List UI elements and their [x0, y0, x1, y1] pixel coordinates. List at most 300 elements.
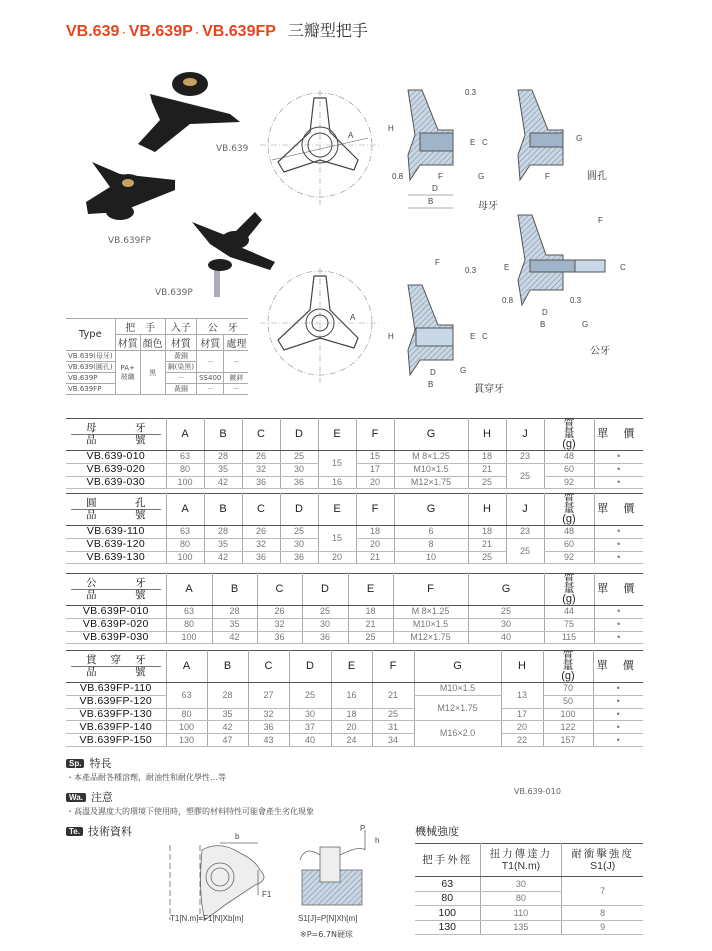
table-cell: 21	[356, 551, 394, 564]
svg-text:E: E	[504, 263, 510, 272]
table-cell: M 8×1.25	[393, 606, 468, 619]
th-handle: 把 手	[115, 319, 165, 335]
torque-formula: T1[N.m]=F1[N]Xb[m]	[170, 914, 244, 923]
table-cell: 130	[166, 734, 207, 747]
table-cell: 48	[544, 526, 594, 539]
type-cell: VB.639(圓孔)	[66, 362, 115, 373]
table-cell: 100	[166, 476, 204, 489]
table-row	[66, 551, 643, 564]
product-code: VB.639-120	[66, 538, 166, 551]
table-cell: 28	[204, 451, 242, 464]
tech-diagrams	[160, 825, 390, 930]
table-cell: •	[593, 721, 643, 734]
caution-text: ・高溫及濕度大的環境下使用時，塑膠的材料特性可能會產生劣化現象	[66, 807, 314, 816]
table-cell: •	[594, 551, 643, 564]
table-cell: M10×1.5	[393, 618, 468, 631]
h-label: h	[375, 836, 380, 845]
table-cell: •	[593, 734, 643, 747]
weight-label: 質 量	[563, 418, 583, 440]
table-cell: 63	[166, 451, 204, 464]
table-cell: •	[594, 476, 643, 489]
female-label: 母牙	[478, 201, 498, 212]
th-type: Type	[66, 319, 115, 351]
product-header	[66, 494, 166, 526]
table-cell: 23	[506, 451, 544, 464]
column-header: A	[166, 494, 204, 526]
table-cell: 32	[257, 618, 302, 631]
svg-text:0.8: 0.8	[502, 296, 514, 305]
svg-text:F: F	[438, 172, 443, 181]
table-cell: 36	[302, 631, 348, 644]
table-row	[66, 606, 643, 619]
features-text: ・本產品耐各種溶劑，耐油性和耐化學性…等	[66, 773, 226, 782]
table-cell: 63	[166, 606, 212, 619]
table-cell: 100	[543, 708, 593, 721]
table-cell: 36	[257, 631, 302, 644]
table-cell: 63	[166, 683, 207, 709]
title-zh: 三瓣型把手	[287, 23, 368, 40]
table-cell: 42	[212, 631, 257, 644]
top-view-drawing	[260, 90, 380, 210]
tech-heading	[66, 823, 132, 839]
photo-label: VB.639FP	[108, 236, 151, 246]
table-cell: 100	[166, 721, 207, 734]
table-cell: 36	[242, 476, 280, 489]
product-header	[66, 419, 166, 451]
model-name: VB.639FP	[202, 23, 276, 40]
table-cell: 20	[318, 551, 356, 564]
table-cell: 75	[544, 618, 594, 631]
table-row	[415, 920, 643, 935]
table-row	[66, 683, 643, 696]
tech-title: 技術資料	[87, 825, 132, 838]
product-code: VB.639-130	[66, 551, 166, 564]
th-treatment: 處理	[224, 335, 249, 351]
svg-text:G: G	[478, 172, 485, 181]
table-cell: 13	[501, 683, 543, 709]
svg-text:0.8: 0.8	[392, 172, 404, 181]
product-code: VB.639P-030	[66, 631, 166, 644]
th-material: 材質	[197, 335, 224, 351]
weight-header	[543, 651, 593, 683]
table-row	[66, 618, 643, 631]
table-cell: 15	[356, 451, 394, 464]
svg-text:F: F	[545, 172, 550, 181]
top-view-drawing-fp	[260, 268, 380, 388]
column-header: D	[302, 574, 348, 606]
column-header: E	[348, 574, 393, 606]
table-row	[66, 631, 643, 644]
table-cell: 23	[506, 526, 544, 539]
table-cell: 16	[318, 476, 356, 489]
product-code: 80	[415, 891, 480, 906]
table-cell: M10×1.5	[394, 463, 468, 476]
column-header: F	[356, 419, 394, 451]
table-cell: 35	[207, 708, 248, 721]
price-header: 單 價	[594, 494, 643, 526]
sp-badge: Sp.	[66, 759, 84, 768]
reference-model: VB.639-010	[514, 787, 561, 796]
table-cell: 92	[544, 476, 594, 489]
section-male	[502, 215, 626, 329]
product-code: VB.639FP-150	[66, 734, 166, 747]
svg-text:D: D	[432, 184, 438, 193]
table-cell: 25	[468, 606, 544, 619]
table-cell: 42	[207, 721, 248, 734]
svg-text:0.3: 0.3	[465, 88, 477, 97]
product-code: VB.639FP-130	[66, 708, 166, 721]
p-label: P	[360, 825, 366, 833]
table-cell: 122	[543, 721, 593, 734]
product-header	[66, 651, 166, 683]
impact-note: ※P=6.7N硬球	[300, 930, 353, 939]
table-cell: 63	[166, 526, 204, 539]
weight-label: 質 量	[562, 650, 582, 672]
svg-text:G: G	[460, 366, 467, 375]
model-name: VB.639P	[128, 23, 193, 40]
th-insert: 入子	[165, 319, 196, 335]
table-cell: 15	[318, 526, 356, 552]
table-cell: M16×2.0	[414, 721, 501, 747]
column-header: C	[242, 419, 280, 451]
svg-text:B: B	[540, 320, 546, 329]
svg-text:H: H	[388, 332, 394, 341]
column-header: G	[468, 574, 544, 606]
table-cell: 34	[372, 734, 414, 747]
spec-table-round-hole	[66, 493, 643, 564]
weight-header	[544, 419, 594, 451]
male-material: －	[197, 384, 224, 395]
table-cell: 100	[166, 631, 212, 644]
column-header: A	[166, 574, 212, 606]
column-header: H	[468, 419, 506, 451]
th-torque	[480, 844, 562, 877]
male-label: 公牙	[590, 346, 610, 357]
table-row	[66, 526, 643, 539]
section-drawings	[380, 75, 660, 395]
product-code: VB.639-110	[66, 526, 166, 539]
table-cell: 80	[166, 538, 204, 551]
price-header: 單 價	[594, 574, 643, 606]
impact-diagram	[300, 830, 365, 905]
table-cell: 42	[204, 476, 242, 489]
table-cell: 25	[372, 708, 414, 721]
table-cell: 32	[242, 538, 280, 551]
table-cell: 26	[257, 606, 302, 619]
table-cell: •	[594, 463, 643, 476]
price-header: 單 價	[593, 651, 643, 683]
header-type: 貫穿牙	[71, 655, 161, 667]
column-header: A	[166, 651, 207, 683]
insert-cell: 黃銅	[165, 384, 196, 395]
table-cell: 18	[356, 526, 394, 539]
section-through	[388, 258, 488, 389]
th-impact-label: 耐衝擊強度	[571, 848, 634, 860]
table-cell: 28	[207, 683, 248, 709]
table-cell: 7	[562, 877, 643, 906]
svg-text:D: D	[542, 308, 548, 317]
table-cell: 36	[242, 551, 280, 564]
table-row	[415, 906, 643, 921]
column-header: J	[506, 494, 544, 526]
table-cell: 18	[468, 526, 506, 539]
header-code: 品 號	[86, 666, 160, 678]
table-cell: 25	[348, 631, 393, 644]
svg-text:C: C	[482, 138, 488, 147]
table-cell: 42	[204, 551, 242, 564]
svg-text:B: B	[428, 197, 434, 206]
column-header: A	[166, 419, 204, 451]
table-cell: 35	[204, 538, 242, 551]
type-cell: VB.639(母牙)	[66, 351, 115, 362]
table-cell: M 8×1.25	[394, 451, 468, 464]
column-header: G	[394, 419, 468, 451]
table-cell: 25	[468, 551, 506, 564]
torque-diagram	[170, 843, 264, 920]
table-cell: •	[593, 683, 643, 696]
header-code: 品 號	[86, 589, 160, 601]
table-cell: 22	[501, 734, 543, 747]
product-code: VB.639FP-120	[66, 695, 166, 708]
section-female	[388, 88, 488, 208]
th-material: 材質	[115, 335, 140, 351]
table-cell: •	[594, 538, 643, 551]
table-cell: 157	[543, 734, 593, 747]
table-cell: 18	[468, 451, 506, 464]
table-cell: 18	[348, 606, 393, 619]
table-cell: 80	[480, 891, 562, 906]
type-cell: VB.639FP	[66, 384, 115, 395]
th-material: 材質	[165, 335, 196, 351]
table-cell: 36	[280, 551, 318, 564]
column-header: E	[318, 419, 356, 451]
table-cell: 60	[544, 538, 594, 551]
table-cell: 92	[544, 551, 594, 564]
product-code: 63	[415, 877, 480, 892]
table-cell: •	[594, 606, 643, 619]
table-cell: 110	[480, 906, 562, 921]
table-cell: 9	[562, 920, 643, 935]
through-label: 貫穿牙	[474, 384, 504, 395]
table-cell: 80	[166, 618, 212, 631]
table-cell: 20	[501, 721, 543, 734]
photo-label: VB.639	[216, 144, 249, 154]
column-header: J	[506, 419, 544, 451]
table-cell: 44	[544, 606, 594, 619]
table-cell: 30	[480, 877, 562, 892]
page-title	[66, 18, 368, 41]
weight-header	[544, 494, 594, 526]
insert-cell: 鋼(染黑)	[165, 362, 196, 373]
round-hole-label: 圓孔	[587, 171, 607, 182]
table-cell: 21	[468, 538, 506, 551]
svg-text:C: C	[620, 263, 626, 272]
column-header: H	[468, 494, 506, 526]
table-cell: 18	[331, 708, 372, 721]
table-cell: 50	[543, 695, 593, 708]
th-torque-label: 扭力傳達力	[489, 848, 553, 860]
product-header	[66, 574, 166, 606]
price-header: 單 價	[594, 419, 643, 451]
table-cell: 30	[302, 618, 348, 631]
table-cell: 25	[302, 606, 348, 619]
svg-text:G: G	[576, 134, 583, 143]
table-cell: 30	[280, 463, 318, 476]
table-cell: 40	[468, 631, 544, 644]
table-cell: 36	[248, 721, 289, 734]
column-header: B	[207, 651, 248, 683]
table-cell: 40	[289, 734, 331, 747]
header-code: 品 號	[86, 434, 160, 446]
column-header: F	[372, 651, 414, 683]
product-code: VB.639-020	[66, 463, 166, 476]
type-cell: VB.639P	[66, 373, 115, 384]
table-cell: 135	[480, 920, 562, 935]
column-header: F	[356, 494, 394, 526]
column-header: C	[257, 574, 302, 606]
knob-photo-639	[138, 72, 240, 152]
table-cell: •	[594, 526, 643, 539]
product-code: VB.639FP-140	[66, 721, 166, 734]
product-code: VB.639-010	[66, 451, 166, 464]
table-cell: 26	[242, 526, 280, 539]
weight-unit: (g)	[562, 438, 576, 450]
table-cell: 30	[468, 618, 544, 631]
table-row	[66, 708, 643, 721]
table-cell: 60	[544, 463, 594, 476]
insert-cell: 黃銅	[165, 351, 196, 362]
th-color: 顏色	[140, 335, 165, 351]
dim-label: A	[350, 313, 356, 322]
table-cell: 32	[248, 708, 289, 721]
table-cell: 30	[289, 708, 331, 721]
weight-header	[544, 574, 594, 606]
table-cell: 115	[544, 631, 594, 644]
male-material: －	[197, 351, 224, 373]
table-cell: 30	[280, 538, 318, 551]
photo-label: VB.639P	[155, 288, 193, 298]
separator: ·	[195, 28, 200, 39]
th-diameter: 把手外徑	[415, 844, 480, 877]
weight-label: 質 量	[563, 493, 583, 515]
male-material: SS400	[197, 373, 224, 384]
svg-text:E: E	[470, 138, 476, 147]
f1-label: F1	[262, 890, 272, 899]
table-cell: 21	[348, 618, 393, 631]
header-code: 品 號	[86, 509, 160, 521]
table-cell: 15	[318, 451, 356, 477]
column-header: G	[414, 651, 501, 683]
th-torque-unit: T1(N.m)	[501, 860, 541, 872]
product-code: VB.639FP-110	[66, 683, 166, 696]
male-treatment: －	[224, 384, 249, 395]
product-code: VB.639P-020	[66, 618, 166, 631]
caution-title: 注意	[90, 791, 113, 804]
svg-text:0.3: 0.3	[570, 296, 582, 305]
table-cell: •	[594, 618, 643, 631]
table-cell: •	[594, 631, 643, 644]
table-cell: 25	[506, 538, 544, 564]
svg-text:D: D	[430, 368, 436, 377]
table-cell: 8	[562, 906, 643, 921]
features-title: 特長	[89, 757, 112, 770]
caution-heading	[66, 789, 113, 805]
table-cell: M12×1.75	[394, 476, 468, 489]
handle-material: PA+ 玻纖	[115, 351, 140, 395]
product-code: 130	[415, 920, 480, 935]
section-round-hole	[518, 90, 582, 181]
th-impact	[562, 844, 643, 877]
th-impact-unit: S1(J)	[590, 860, 616, 872]
table-cell: 80	[166, 463, 204, 476]
table-cell: 25	[468, 476, 506, 489]
table-cell: 25	[506, 463, 544, 489]
knob-photo-639fp	[86, 162, 175, 220]
table-cell: 35	[204, 463, 242, 476]
table-cell: 47	[207, 734, 248, 747]
table-cell: M12×1.75	[414, 695, 501, 721]
table-cell: M12×1.75	[393, 631, 468, 644]
table-row	[66, 721, 643, 734]
table-cell: 21	[372, 683, 414, 709]
table-cell: 17	[501, 708, 543, 721]
spec-table-male	[66, 573, 643, 644]
table-cell: M10×1.5	[414, 683, 501, 696]
column-header: B	[212, 574, 257, 606]
table-cell: •	[593, 708, 643, 721]
weight-unit: (g)	[562, 513, 576, 525]
column-header: G	[394, 494, 468, 526]
column-header: E	[318, 494, 356, 526]
dim-label: A	[348, 131, 354, 140]
table-cell: 80	[166, 708, 207, 721]
features-heading	[66, 755, 111, 771]
type-material-table	[66, 318, 248, 395]
column-header: F	[393, 574, 468, 606]
column-header: C	[248, 651, 289, 683]
table-cell: 43	[248, 734, 289, 747]
column-header: E	[331, 651, 372, 683]
table-cell: 25	[280, 451, 318, 464]
table-cell: 100	[166, 551, 204, 564]
column-header: B	[204, 494, 242, 526]
svg-text:E: E	[470, 332, 476, 341]
table-cell: 70	[543, 683, 593, 696]
mech-strength-table	[415, 843, 643, 935]
table-cell: 24	[331, 734, 372, 747]
table-cell: 21	[468, 463, 506, 476]
table-cell: 28	[212, 606, 257, 619]
handle-color: 黑	[140, 351, 165, 395]
table-cell: 20	[331, 721, 372, 734]
header-type: 母 牙	[71, 423, 161, 435]
insert-cell: －	[165, 373, 196, 384]
svg-text:0.3: 0.3	[465, 266, 477, 275]
male-treatment: －	[224, 351, 249, 373]
table-cell: 36	[280, 476, 318, 489]
column-header: D	[280, 494, 318, 526]
svg-text:B: B	[428, 380, 434, 389]
table-cell: 48	[544, 451, 594, 464]
table-row	[66, 476, 643, 489]
spec-table-female	[66, 418, 643, 489]
column-header: H	[501, 651, 543, 683]
svg-text:G: G	[582, 320, 589, 329]
column-header: D	[280, 419, 318, 451]
spec-table-through	[66, 650, 643, 747]
male-treatment: 鍍鋅	[224, 373, 249, 384]
table-cell: 6	[394, 526, 468, 539]
